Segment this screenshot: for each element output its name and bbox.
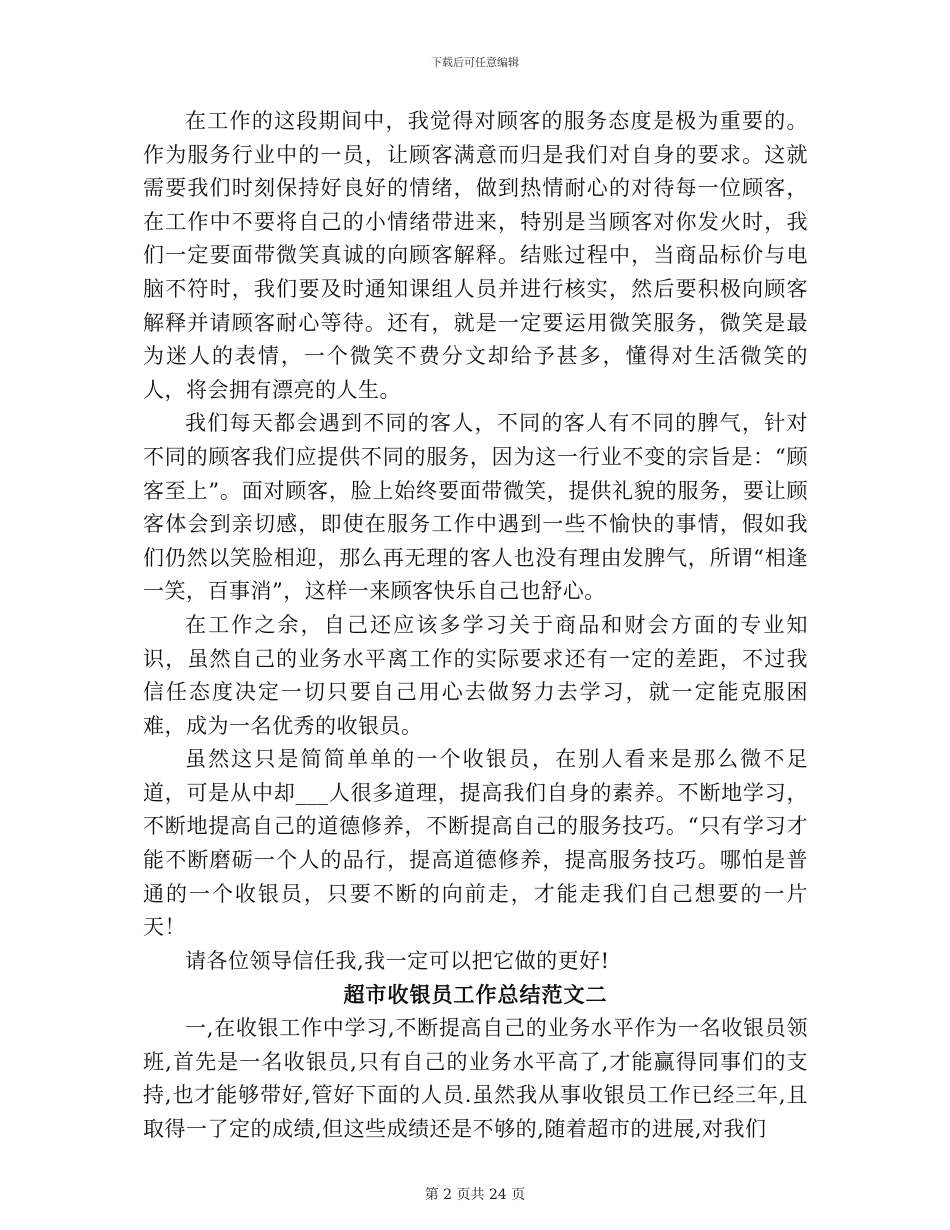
paragraph-1: 在工作的这段期间中，我觉得对顾客的服务态度是极为重要的。作为服务行业中的一员，让顾客满意而归是我们对自身的要求。这就需要我们时刻保持好良好的情绪，做到热情耐心的对待每一位顾客，在工作中不要将自己的小情绪带进来，特别是当顾客对你发火时，我们一定要面带微笑真诚的向顾客解释。结账过程中，当商品标价与电脑不符时，我们要及时通知课组人员并进行核实，然后要积极向顾客解释并请顾客耐心等待。还有，就是一定要运用微笑服务，微笑是最为迷人的表情，一个微笑不费分文却给予甚多，懂得对生活微笑的人，将会拥有漂亮的人生。 bbox=[143, 109, 808, 402]
paragraph-2: 我们每天都会遇到不同的客人，不同的客人有不同的脾气，针对不同的顾客我们应提供不同的服务，因为这一行业不变的宗旨是：“顾客至上”。面对顾客，脸上始终要面带微笑，提供礼貌的服务，要让顾客体会到亲切感，即使在服务工作中遇到一些不愉快的事情，假如我们仍然以笑脸相迎，那么再无理的客人也没有理由发脾气，所谓“相逢一笑，百事消”，这样一来顾客快乐自己也舒心。 bbox=[143, 411, 808, 604]
paragraph-5: 请各位领导信任我,我一定可以把它做的更好! bbox=[185, 948, 610, 973]
page-footer bbox=[0, 1184, 950, 1204]
section-title: 超市收银员工作总结范文二 bbox=[343, 982, 608, 1008]
section-paragraph-1: 一,在收银工作中学习,不断提高自己的业务水平作为一名收银员领班,首先是一名收银员,只有自己的业务水平高了,才能赢得同事们的支持,也才能够带好,管好下面的人员.虽然我从事收银员工作已经三年,且取得一了定的成绩,但这些成绩还是不够的,随着超市的进展,对我们 bbox=[143, 1016, 808, 1141]
document-body bbox=[143, 105, 808, 1146]
header-note: 下载后可任意编辑 bbox=[431, 56, 519, 69]
page-number-label: 第 2 页共 24 页 bbox=[424, 1187, 526, 1203]
paragraph-3: 在工作之余，自己还应该多学习关于商品和财会方面的专业知识，虽然自己的业务水平离工作的实际要求还有一定的差距，不过我信任态度决定一切只要自己用心去做努力去学习，就一定能克服困难，成为一名优秀的收银员。 bbox=[143, 612, 808, 738]
paragraph-4: 虽然这只是简简单单的一个收银员，在别人看来是那么微不足道，可是从中却___人很多道理，提高我们自身的素养。不断地学习，不断地提高自己的道德修养，不断提高自己的服务技巧。“只有学习才能不断磨砺一个人的品行，提高道德修养，提高服务技巧。哪怕是普通的一个收银员，只要不断的向前走，才能走我们自己想要的一片天！ bbox=[143, 747, 808, 940]
